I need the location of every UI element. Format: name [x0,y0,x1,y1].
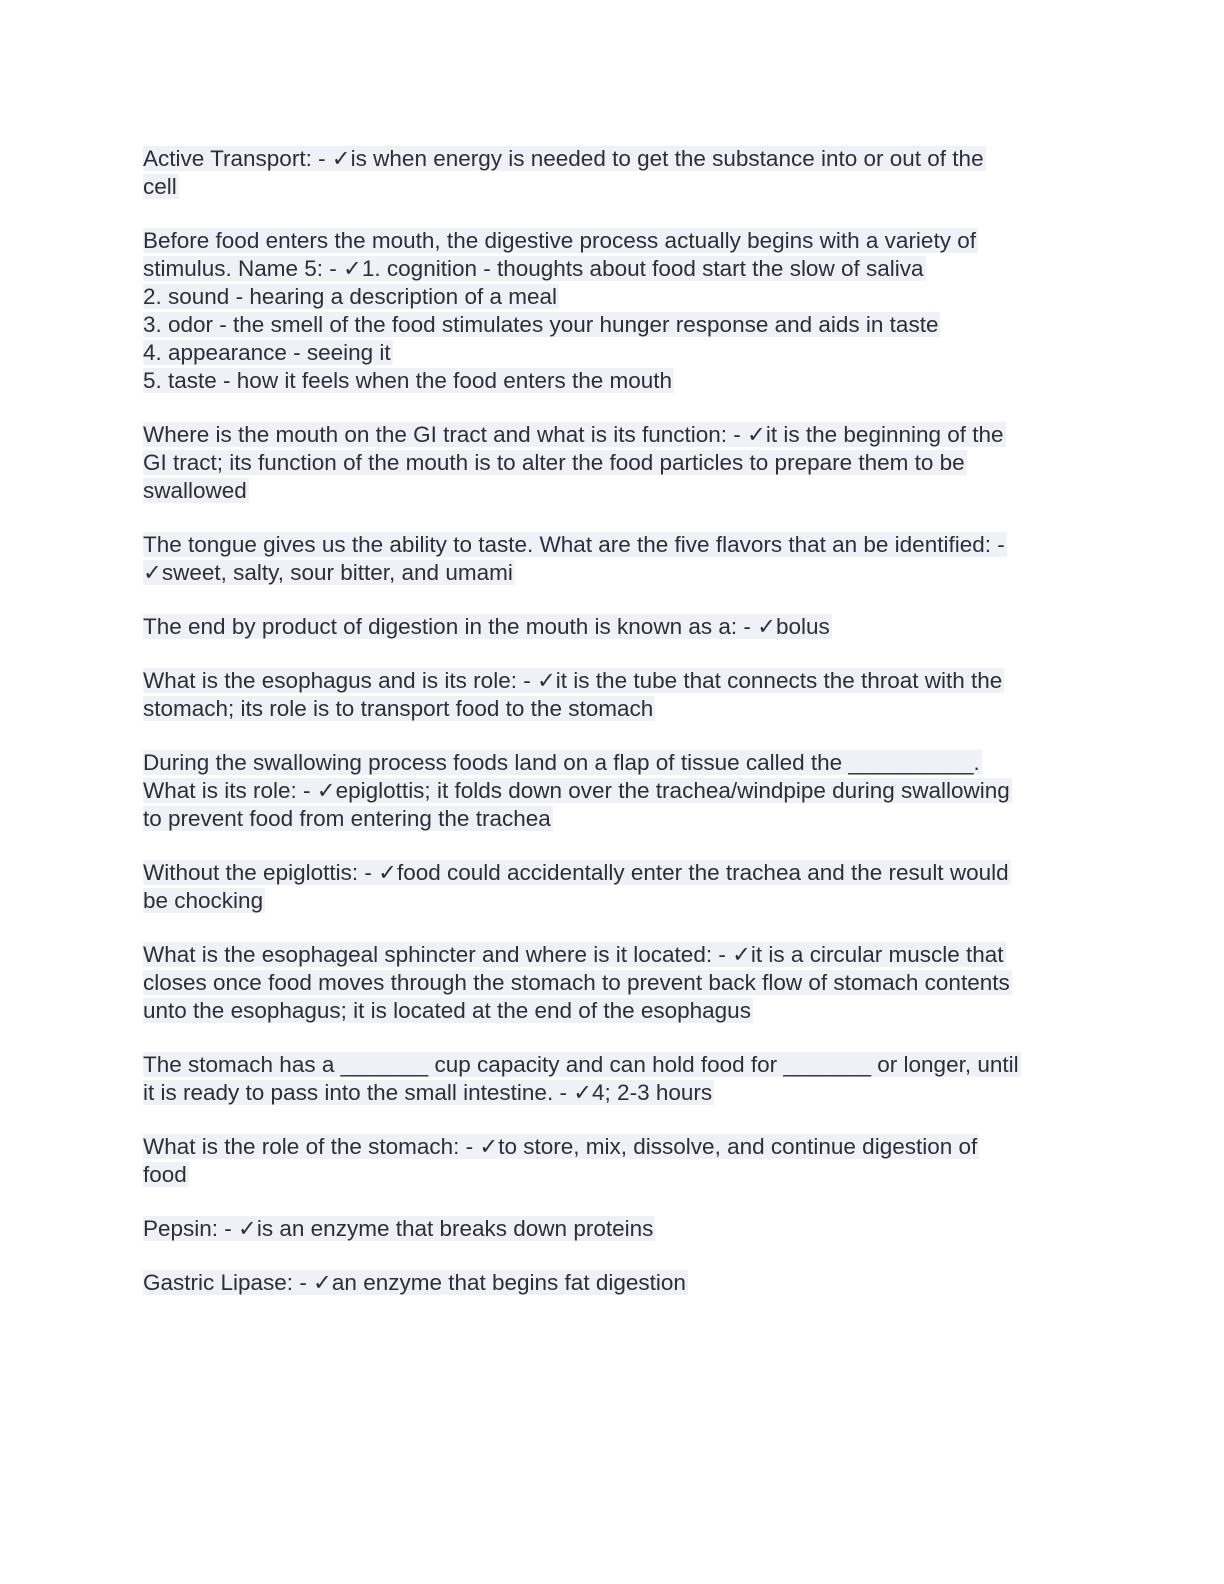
flashcard [143,749,1083,833]
text-line: The end by product of digestion in the mouth is known as a: - ✓bolus [143,614,830,639]
text-line: 4. appearance - seeing it [143,340,391,365]
text-line: Where is the mouth on the GI tract and what is its function: - ✓it is the beginning of the [143,422,1004,447]
text-line: During the swallowing process foods land on a flap of tissue called the __________. [143,750,980,775]
text-line: Before food enters the mouth, the digestive process actually begins with a variety of [143,228,976,253]
document-page [143,145,1083,1323]
text-line: Active Transport: - ✓is when energy is needed to get the substance into or out of the [143,146,984,171]
text-line: closes once food moves through the stomach to prevent back flow of stomach contents [143,970,1010,995]
flashcard [143,227,1083,395]
text-line: stimulus. Name 5: - ✓1. cognition - thoughts about food start the slow of saliva [143,256,924,281]
text-line: What is the role of the stomach: - ✓to store, mix, dissolve, and continue digestion of [143,1134,978,1159]
text-line: What is its role: - ✓epiglottis; it folds down over the trachea/windpipe during swallowing [143,778,1010,803]
text-line: The stomach has a _______ cup capacity and can hold food for _______ or longer, until [143,1052,1019,1077]
flashcard [143,531,1083,587]
flashcard [143,1215,1083,1243]
flashcard [143,421,1083,505]
text-line: be chocking [143,888,264,913]
text-line: What is the esophagus and is its role: - ✓it is the tube that connects the throat with the [143,668,1003,693]
text-line: food [143,1162,187,1187]
text-line: What is the esophageal sphincter and where is it located: - ✓it is a circular muscle that [143,942,1004,967]
text-line: Pepsin: - ✓is an enzyme that breaks down proteins [143,1216,654,1241]
text-line: 2. sound - hearing a description of a meal [143,284,557,309]
text-line: GI tract; its function of the mouth is to alter the food particles to prepare them to be [143,450,965,475]
text-line: Without the epiglottis: - ✓food could accidentally enter the trachea and the result would [143,860,1009,885]
text-line: cell [143,174,177,199]
text-line: 3. odor - the smell of the food stimulates your hunger response and aids in taste [143,312,939,337]
text-line: stomach; its role is to transport food to the stomach [143,696,654,721]
text-line: swallowed [143,478,247,503]
text-line: unto the esophagus; it is located at the end of the esophagus [143,998,751,1023]
text-line: The tongue gives us the ability to taste. What are the five flavors that an be identified: - [143,532,1005,557]
flashcard [143,1133,1083,1189]
text-line: Gastric Lipase: - ✓an enzyme that begins fat digestion [143,1270,686,1295]
flashcard [143,859,1083,915]
text-line: 5. taste - how it feels when the food enters the mouth [143,368,673,393]
flashcard [143,1269,1083,1297]
text-line: it is ready to pass into the small intestine. - ✓4; 2-3 hours [143,1080,713,1105]
text-line: to prevent food from entering the trachea [143,806,551,831]
flashcard [143,145,1083,201]
flashcard [143,613,1083,641]
flashcard [143,1051,1083,1107]
text-line: ✓sweet, salty, sour bitter, and umami [143,560,513,585]
flashcard [143,941,1083,1025]
flashcard [143,667,1083,723]
